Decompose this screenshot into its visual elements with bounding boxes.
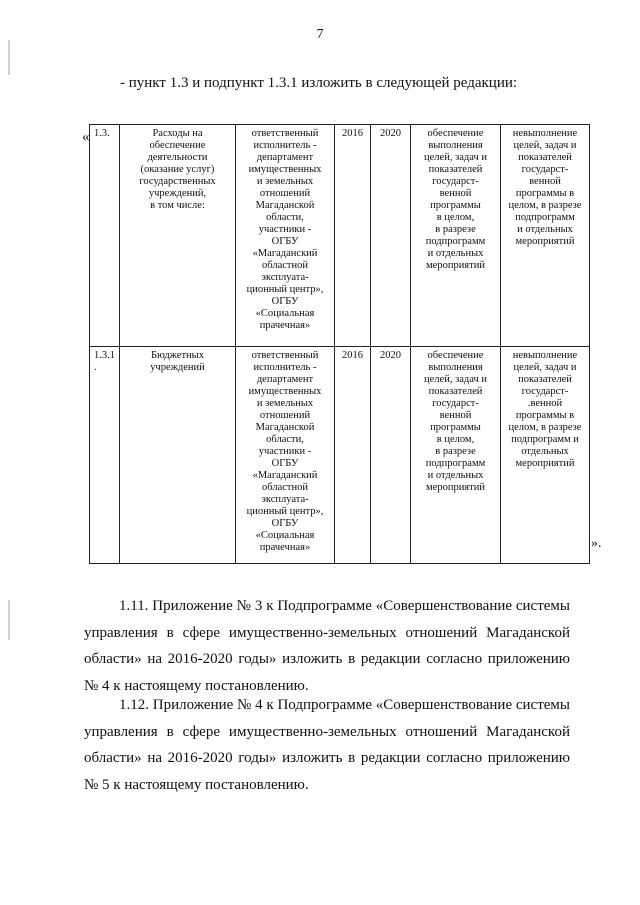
row-consequence: невыполнение целей, задач и показателей государст- венной программы в целом, в разрезе подпрограмм и отдельных мероприятий (501, 125, 590, 347)
row-executor: ответственный исполнитель - департамент имущественных и земельных отношений Магаданской области, участники - ОГБУ «Магаданский областной эксплуата- ционный центр», ОГБУ «Социальная прачечная» (236, 347, 335, 564)
row-number: 1.3.1. (90, 347, 120, 564)
row-end-year: 2020 (371, 347, 411, 564)
paragraph-text: 1.11. Приложение № 3 к Подпрограмме «Совершенствование системы управления в сфере имущественно-земельных отношений Магаданской области» на 2016-2020 годы» изложить в редакции согласно приложению № 4 к настоящему постановлению. (84, 598, 570, 694)
opening-quote: « (82, 129, 90, 145)
row-end-year: 2020 (371, 125, 411, 347)
paragraph-text: 1.12. Приложение № 4 к Подпрограмме «Совершенствование системы управления в сфере имущественно-земельных отношений Магаданской области» на 2016-2020 годы» изложить в редакции согласно приложению № 5 к настоящему постановлению. (84, 697, 570, 793)
amendment-table (89, 124, 590, 564)
page-number: 7 (316, 27, 324, 42)
fold-mark-top (8, 40, 10, 75)
paragraph-1-12 (84, 692, 570, 798)
intro-line: - пункт 1.3 и подпункт 1.3.1 изложить в следующей редакции: (120, 75, 518, 91)
row-start-year: 2016 (335, 125, 371, 347)
row-executor: ответственный исполнитель - департамент имущественных и земельных отношений Магаданской области, участники - ОГБУ «Магаданский областной эксплуата- ционный центр», ОГБУ «Социальная прачечная» (236, 125, 335, 347)
row-result: обеспечение выполнения целей, задач и показателей государст- венной программы в целом, в разрезе подпрограмм и отдельных мероприятий (411, 347, 501, 564)
fold-mark-bottom (8, 600, 10, 640)
row-name: Расходы на обеспечение деятельности (оказание услуг) государственных учреждений, в том числе: (120, 125, 236, 347)
row-result: обеспечение выполнения целей, задач и показателей государст- венной программы в целом, в разрезе подпрограмм и отдельных мероприятий (411, 125, 501, 347)
paragraph-1-11 (84, 593, 570, 699)
row-consequence: невыполнение целей, задач и показателей государст- .венной программы в целом, в разрезе подпрограмм и отдельных мероприятий (501, 347, 590, 564)
closing-quote: ». (591, 536, 602, 551)
row-number: 1.3. (90, 125, 120, 347)
row-start-year: 2016 (335, 347, 371, 564)
table-row-1-3-1 (90, 347, 590, 564)
row-name: Бюджетных учреждений (120, 347, 236, 564)
table-row-1-3 (90, 125, 590, 347)
